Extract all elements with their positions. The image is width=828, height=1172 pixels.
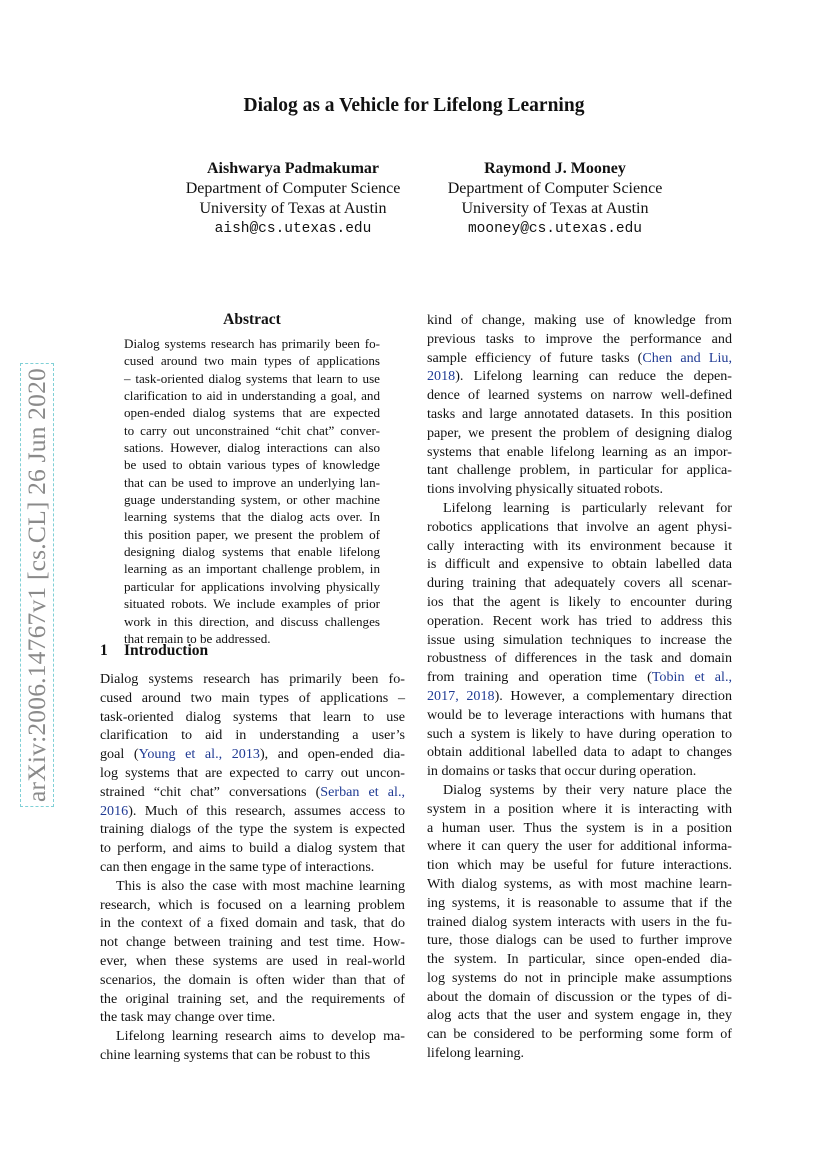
text-line: not change between training and test time. How- <box>100 934 405 951</box>
text-line: lifelong learning. <box>427 1045 525 1062</box>
author-block-1 <box>158 159 428 239</box>
paragraph <box>100 877 405 1027</box>
text-line: clarification to aid in understanding a goal, and <box>124 388 380 404</box>
section-heading <box>100 642 208 660</box>
text-line: to perform, and aims to build a dialog system that <box>100 840 405 857</box>
text-line: goal (Young et al., 2013), and open-ended dia- <box>100 746 406 763</box>
text-line: ios that the agent is likely to encounter during <box>427 593 732 610</box>
text-line: be used to obtain various types of knowledge <box>124 457 380 473</box>
text-line: strained “chit chat” conversations (Serban et al., <box>100 783 406 800</box>
text-line: work in this direction, and discuss challenges <box>124 613 380 629</box>
text-line: during training that adequately covers all scenar- <box>427 575 732 592</box>
text-line: cused around two main types of applications – <box>100 689 405 706</box>
text-line: cally interacting with its environment because it <box>427 537 732 554</box>
text-line: robustness of differences in the task and domain <box>427 650 732 667</box>
text-line: log systems do not in principle make assumptions <box>427 969 732 986</box>
left-column-body <box>100 670 405 1065</box>
citation-link[interactable]: Tobin et al., <box>651 669 732 686</box>
text-line: – task-oriented dialog systems that learn to use <box>124 370 380 386</box>
author-university: University of Texas at Austin <box>461 200 649 217</box>
paragraph <box>427 781 732 1063</box>
text-line: designing dialog systems that enable lifelong <box>124 544 380 560</box>
right-column-body <box>427 311 732 1063</box>
text-line: alog acts that the user and system engage in, they <box>427 1007 732 1024</box>
text-line: With dialog systems, as with most machine learn- <box>427 875 732 892</box>
text-line: tions involving physically situated robots. <box>427 481 664 498</box>
text-line: chine learning systems that can be robust to this <box>100 1046 371 1063</box>
section-number: 1 <box>100 642 108 659</box>
text-line: the system. In particular, since open-ended dia- <box>427 951 732 968</box>
text-line: is difficult and expensive to obtain labelled data <box>427 556 732 573</box>
text-line: tant challenge problem, in particular for applica- <box>427 462 732 479</box>
author-university: University of Texas at Austin <box>199 200 387 217</box>
text-line: obtain additional labelled data to adapt to changes <box>427 744 732 761</box>
text-line: 2017, 2018). However, a complementary direction <box>427 687 733 704</box>
text-line: Lifelong learning research aims to develop ma- <box>116 1028 405 1045</box>
text-line: tion which may be useful for future interactions. <box>427 857 732 874</box>
text-line: situated robots. We include examples of prior <box>124 596 380 612</box>
text-line: cused around two main types of applications <box>124 353 380 369</box>
text-line: in the context of a fixed domain and task, that do <box>100 915 405 932</box>
paragraph <box>427 499 732 781</box>
text-line: systems that enable lifelong learning as an impor- <box>427 443 732 460</box>
citation-link[interactable]: Serban et al., <box>320 783 406 800</box>
author-name: Raymond J. Mooney <box>484 160 626 177</box>
paragraph <box>100 670 405 877</box>
text-line: research, which is focused on a learning problem <box>100 896 405 913</box>
text-line: ing systems, it is reasonable to assume that if the <box>427 894 732 911</box>
text-line: ever, when these systems are used in real-world <box>100 952 405 969</box>
text-line: learning systems that the dialog acts over. In <box>124 509 380 525</box>
text-line: ture, those dialogs can be used to further improve <box>427 932 732 949</box>
text-line: Lifelong learning is particularly relevant for <box>443 499 732 516</box>
text-line: a human user. Thus the system is in a position <box>427 819 732 836</box>
author-block-2 <box>420 159 690 239</box>
text-line: that can be used to improve an underlying lan- <box>124 474 380 490</box>
text-line: robotics applications that involve an agent physi- <box>427 518 732 535</box>
text-line: would be to leverage interactions with humans that <box>427 706 732 723</box>
arxiv-stamp-text: arXiv:2006.14767v1 [cs.CL] 26 Jun 2020 <box>20 363 54 807</box>
text-line: sample efficiency of future tasks (Chen and Liu, <box>427 349 733 366</box>
text-line: Dialog systems research has primarily been fo- <box>100 671 405 687</box>
citation-link[interactable]: Chen and Liu, <box>642 349 733 366</box>
author-email: aish@cs.utexas.edu <box>214 221 372 237</box>
text-line: the original training set, and the requirements of <box>100 990 405 1007</box>
paragraph <box>427 311 732 499</box>
text-line: learning as an important challenge problem, in <box>124 561 380 577</box>
text-line: tasks and large annotated datasets. In this position <box>427 405 732 422</box>
text-line: task-oriented dialog systems that learn to use <box>100 708 405 725</box>
text-line: Dialog systems research has primarily been fo- <box>124 336 380 351</box>
text-line: scenarios, the domain is often wider than that of <box>100 971 405 988</box>
text-line: to carry out unconstrained “chit chat” conver- <box>124 422 380 438</box>
citation-link[interactable]: Young et al., 2013 <box>138 746 260 763</box>
text-line: 2018). Lifelong learning can reduce the depen- <box>427 368 732 385</box>
section-title: Introduction <box>124 642 209 659</box>
text-line: from training and operation time (Tobin et al., <box>427 669 732 686</box>
text-line: system in a position where it is interacting with <box>427 800 732 817</box>
text-line: kind of change, making use of knowledge from <box>427 312 732 328</box>
text-line: where it can query the user for additional informa- <box>427 838 732 855</box>
author-name: Aishwarya Padmakumar <box>206 160 379 177</box>
text-line: such a system is likely to have during operation to <box>427 725 732 742</box>
text-line: dence of learned systems on narrow well-defined <box>427 387 732 404</box>
text-line: the task may change over time. <box>100 1009 276 1026</box>
abstract-body <box>124 335 380 647</box>
text-line: log systems that are expected to carry out uncon- <box>100 764 405 781</box>
citation-link[interactable]: 2017, 2018 <box>427 687 495 704</box>
text-line: training dialogs of the type the system is expected <box>100 821 405 838</box>
text-line: 2016). Much of this research, assumes access to <box>100 802 405 819</box>
text-line: open-ended dialog systems that are expected <box>124 405 380 421</box>
text-line: can be considered to be performing some form of <box>427 1026 732 1043</box>
author-department: Department of Computer Science <box>447 180 663 197</box>
citation-link[interactable]: 2018 <box>427 368 456 385</box>
text-line: Dialog systems by their very nature place the <box>443 781 732 798</box>
citation-link[interactable]: 2016 <box>100 802 129 819</box>
text-line: operation. Recent work has tried to address this <box>427 612 732 629</box>
paper-title: Dialog as a Vehicle for Lifelong Learning <box>243 95 585 116</box>
text-line: trained dialog system interacts with users in the fu- <box>427 913 732 930</box>
text-line: in domains or tasks that occur during operation. <box>427 763 697 780</box>
text-line: issue using simulation techniques to increase the <box>427 631 732 648</box>
text-line: that remain to be addressed. <box>124 630 271 646</box>
text-line: guage understanding system, or other machine <box>124 492 380 508</box>
paragraph <box>100 1027 405 1065</box>
text-line: previous tasks to improve the performance and <box>427 330 732 347</box>
text-line: clarification to aid in understanding a user’s <box>100 727 405 744</box>
text-line: about the domain of discussion or the types of di- <box>427 988 732 1005</box>
text-line: sations. However, dialog interactions can also <box>124 440 380 456</box>
text-line: paper, we present the problem of designing dialog <box>427 424 732 441</box>
abstract-heading: Abstract <box>223 311 281 328</box>
text-line: can then engage in the same type of interactions. <box>100 858 375 875</box>
text-line: This is also the case with most machine learning <box>116 877 405 894</box>
author-email: mooney@cs.utexas.edu <box>467 221 643 237</box>
text-line: this position paper, we present the problem of <box>124 526 380 542</box>
author-department: Department of Computer Science <box>185 180 401 197</box>
text-line: particular for applications involving physically <box>124 578 380 594</box>
